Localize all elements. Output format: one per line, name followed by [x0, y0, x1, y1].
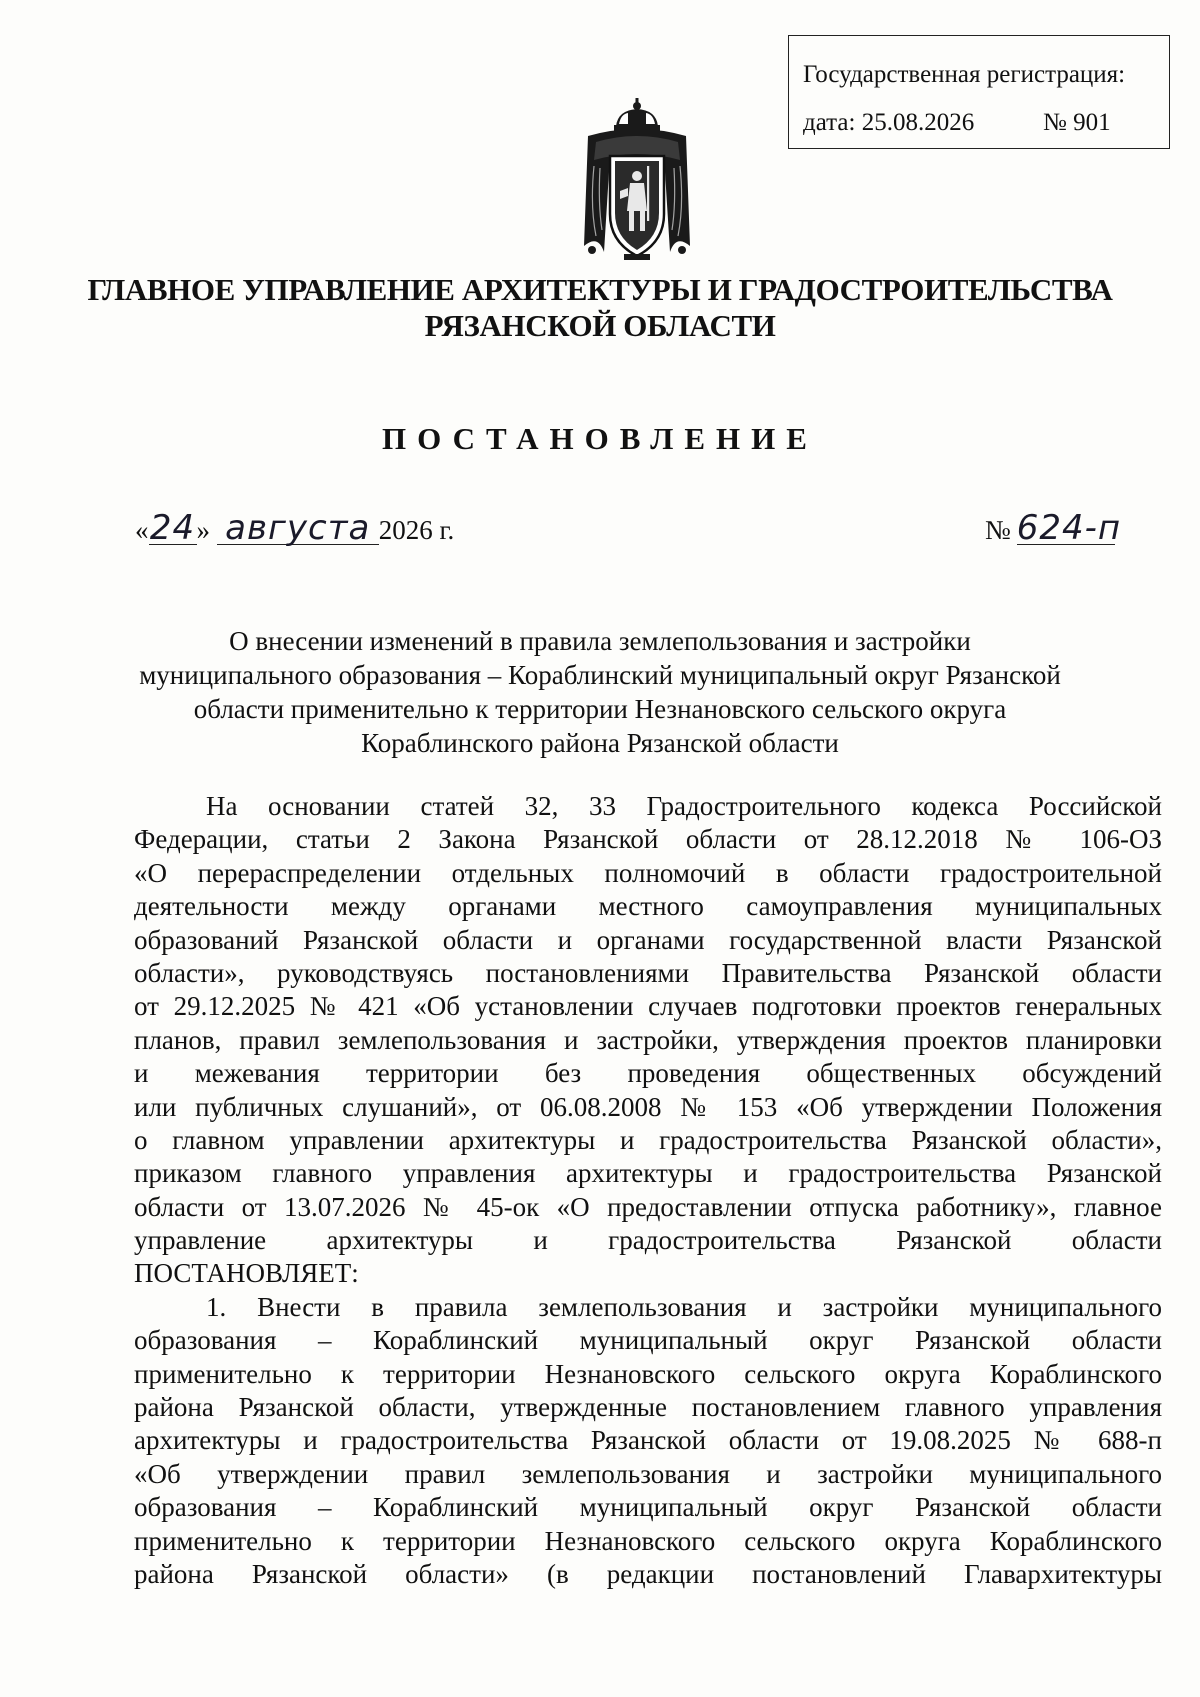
body-line-item-1: 1. Внести в правила землепользования и застройки муниципального — [206, 1291, 1162, 1322]
body-line: «О перераспределении отдельных полномочий в области градостроительной — [134, 857, 1162, 888]
body-line: образований Рязанской области и органами государственной власти Рязанской — [134, 924, 1162, 955]
document-title — [0, 624, 1200, 760]
body-line: деятельности между органами местного самоуправления муниципальных — [134, 891, 1162, 922]
title-line: муниципального образования – Кораблинский муниципальный округ Рязанской — [139, 660, 1061, 690]
title-line: области применительно к территории Незнановского сельского округа — [193, 694, 1007, 724]
body-line: о главном управлении архитектуры и градостроительства Рязанской области», — [134, 1124, 1162, 1155]
document-body — [134, 790, 1162, 1591]
document-type: ПОСТАНОВЛЕНИЕ — [382, 421, 818, 456]
body-line: архитектуры и градостроительства Рязанской области от 19.08.2025 № 688-п — [134, 1425, 1162, 1456]
registration-number: № 901 — [1043, 109, 1111, 136]
body-line: «Об утверждении правил землепользования и застройки муниципального — [134, 1458, 1162, 1489]
body-line: образования – Кораблинский муниципальный округ Рязанской области — [134, 1325, 1162, 1356]
body-line: управление архитектуры и градостроительства Рязанской области — [134, 1225, 1162, 1256]
registration-title: Государственная регистрация: — [803, 61, 1126, 88]
coat-of-arms-icon — [572, 96, 702, 266]
date-year: 2026 г. — [378, 515, 455, 545]
title-line: О внесении изменений в правила землепользования и застройки — [229, 626, 971, 656]
body-line: области», руководствуясь постановлениями Правительства Рязанской области — [134, 957, 1162, 988]
date-close-quote: » — [196, 515, 210, 545]
organization-name-line-1: ГЛАВНОЕ УПРАВЛЕНИЕ АРХИТЕКТУРЫ И ГРАДОСТРОИТЕЛЬСТВА — [87, 272, 1113, 307]
title-line: Кораблинского района Рязанской области — [361, 728, 839, 758]
number-handwritten: 624-п — [1016, 508, 1122, 548]
body-line: применительно к территории Незнановского сельского округа Кораблинского — [134, 1525, 1162, 1556]
registration-stamp — [788, 35, 1170, 149]
date-open-quote: « — [135, 515, 149, 545]
body-line: района Рязанской области» (в редакции постановлений Главархитектуры — [134, 1558, 1162, 1589]
document-date — [135, 508, 455, 548]
body-line: района Рязанской области, утвержденные постановлением главного управления — [134, 1392, 1162, 1423]
date-month-handwritten: августа — [217, 512, 379, 545]
document-number — [985, 508, 1122, 548]
registration-date: дата: 25.08.2026 — [803, 109, 975, 136]
body-line: образования – Кораблинский муниципальный округ Рязанской области — [134, 1492, 1162, 1523]
body-line: приказом главного управления архитектуры и градостроительства Рязанской — [134, 1158, 1162, 1189]
body-line: или публичных слушаний», от 06.08.2008 № 153 «Об утверждении Положения — [134, 1091, 1162, 1122]
body-line: планов, правил землепользования и застройки, утверждения проектов планировки — [134, 1024, 1162, 1055]
body-line-resolves: ПОСТАНОВЛЯЕТ: — [134, 1258, 359, 1289]
body-line: от 29.12.2025 № 421 «Об установлении случаев подготовки проектов генеральных — [134, 991, 1162, 1022]
body-line: и межевания территории без проведения общественных обсуждений — [134, 1058, 1162, 1089]
date-day-handwritten: 24 — [149, 508, 196, 548]
body-line: области от 13.07.2026 № 45-ок «О предоставлении отпуска работнику», главное — [134, 1191, 1162, 1222]
number-sign: № — [985, 515, 1011, 545]
body-line: Федерации, статьи 2 Закона Рязанской области от 28.12.2018 № 106-ОЗ — [134, 824, 1162, 855]
body-line: На основании статей 32, 33 Градостроительного кодекса Российской — [206, 791, 1162, 821]
body-line: применительно к территории Незнановского сельского округа Кораблинского — [134, 1358, 1162, 1389]
organization-name-line-2: РЯЗАНСКОЙ ОБЛАСТИ — [424, 308, 776, 343]
